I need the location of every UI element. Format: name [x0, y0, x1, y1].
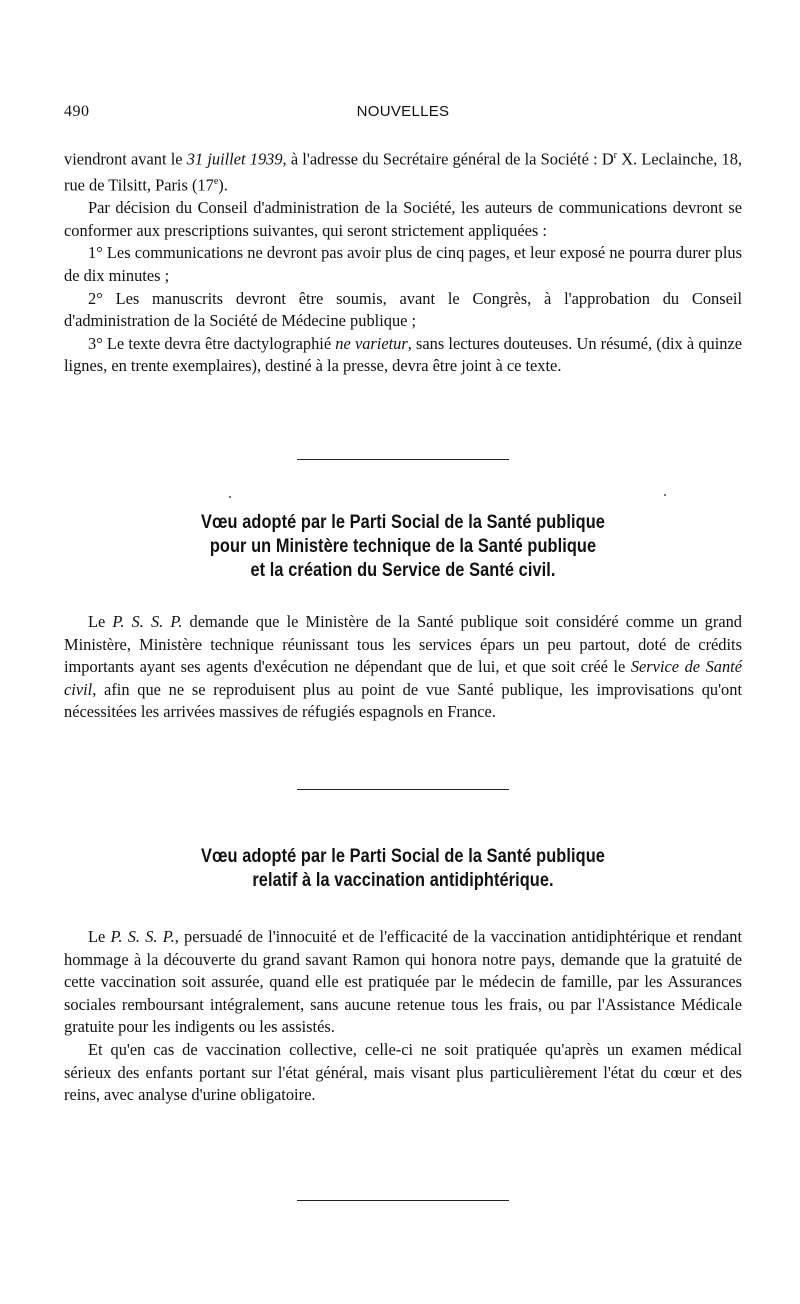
intro-text: [64, 145, 742, 378]
separator-rule-3: [297, 1200, 509, 1201]
intro-paragraph-4: 2° Les manuscrits devront être soumis, avant le Congrès, à l'approbation du Conseil d'administration de la Société de Médecine publique ;: [64, 288, 742, 331]
section-2-paragraph-1: Le P. S. S. P., persuadé de l'innocuité et de l'efficacité de la vaccination antidiphtérique et rendant hommage à la découverte du grand savant Ramon qui honora notre pays, demande que la gratuité de cette vaccination soit assurée, quand elle est pratiquée par le médecin de famille, par les Assurances sociales remboursant intégralement, sans aucune retenue tous les frais, ou par l'Assistance Médicale gratuite pour les indigents ou les assistés.: [64, 927, 742, 1037]
running-title: NOUVELLES: [356, 103, 450, 120]
section-1-title: Vœu adopté par le Parti Social de la Santé publique pour un Ministère technique de la Santé publique et la création du Service de Santé civil.: [201, 512, 605, 581]
section-2-body: [64, 926, 742, 1107]
deadline-date: 31 juillet 1939: [186, 149, 283, 169]
intro-paragraph-5: 3° Le texte devra être dactylographié ne varietur, sans lectures douteuses. Un résumé, (dix à quinze lignes, en trente exemplaires), destiné à la presse, devra être joint à ce texte.: [64, 333, 743, 376]
separator-rule-1: [297, 459, 509, 460]
print-speck: [229, 496, 231, 498]
page-number: 490: [64, 103, 90, 120]
section-2-title: Vœu adopté par le Parti Social de la Santé publique relatif à la vaccination antidiphtérique.: [201, 846, 605, 891]
intro-paragraph-1: viendront avant le 31 juillet 1939, à l'adresse du Secrétaire général de la Société : $D^r$ X. Leclainche, 18, rue de Tilsitt, Paris (17e).: [64, 149, 743, 195]
section-2-paragraph-2: Et qu'en cas de vaccination collective, celle-ci ne soit pratiquée qu'après un examen médical sérieux des enfants portant sur l'état général, mais visant plus particulièrement l'état du cœur et des reins, avec analyse d'urine obligatoire.: [64, 1039, 742, 1105]
page-header: [64, 103, 742, 127]
print-speck: [664, 494, 666, 496]
section-1-body: [64, 611, 742, 724]
intro-paragraph-3: 1° Les communications ne devront pas avoir plus de cinq pages, et leur exposé ne pourra durer plus de dix minutes ;: [64, 243, 742, 285]
separator-rule-2: [297, 789, 509, 790]
section-1-paragraph-1: Le P. S. S. P. demande que le Ministère de la Santé publique soit considéré comme un grand Ministère, Ministère technique réunissant tous les services épars un peu partout, doté de crédits importants ayant ses agents d'exécution ne dépendant que de lui, et que soit créé le Service de Santé civil, afin que ne se reproduisent plus au point de vue Santé publique, les improvisations qu'ont nécessitées les arrivées massives de réfugiés espagnols en France.: [64, 612, 742, 722]
intro-paragraph-2: Par décision du Conseil d'administration de la Société, les auteurs de communications devront se conformer aux prescriptions suivantes, qui seront strictement appliquées :: [64, 198, 742, 240]
